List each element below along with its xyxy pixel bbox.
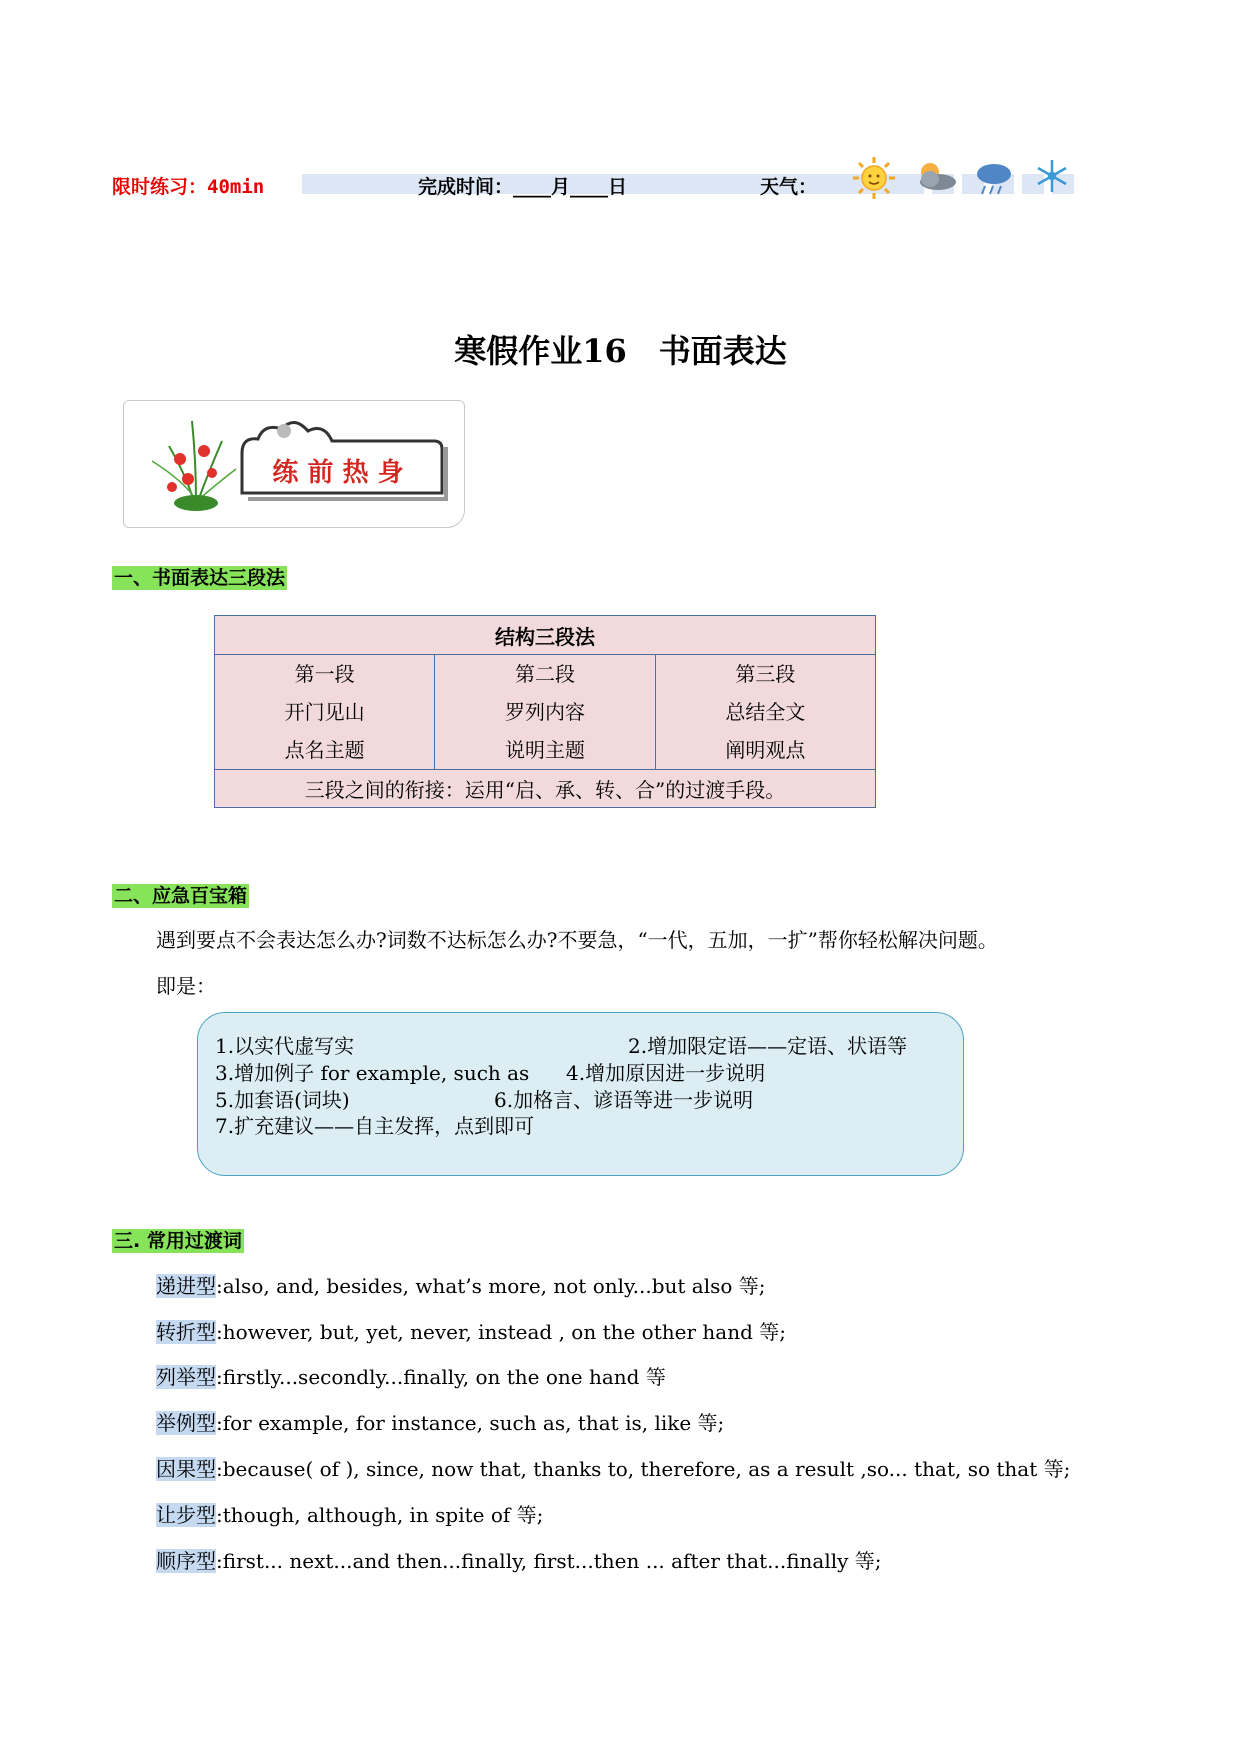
transition-words: :however, but, yet, never, instead , on the other hand 等; <box>216 1320 786 1344</box>
transition-words: :firstly...secondly...finally, on the one hand 等 <box>216 1365 666 1389</box>
time-limit: 限时练习：40min <box>112 176 265 198</box>
transition-words: :first... next...and then...finally, first...then ... after that...finally 等; <box>216 1549 882 1573</box>
document-title: 寒假作业16 书面表达 <box>454 332 787 370</box>
rain-icon <box>977 164 1011 194</box>
warmup-label: 练 前 热 身 <box>272 458 404 488</box>
transition-type: 因果型 <box>156 1457 216 1481</box>
table-cell: 阐明观点 <box>725 738 806 762</box>
partly-cloudy-icon <box>920 163 956 190</box>
flower-plant-icon <box>152 421 236 511</box>
transition-type: 转折型 <box>156 1320 216 1344</box>
table-cell: 第一段 <box>294 662 355 686</box>
finish-time: 完成时间：____月____日 <box>418 176 628 198</box>
transition-row <box>156 1501 543 1529</box>
warmup-illustration <box>124 401 464 527</box>
transition-row <box>156 1455 1070 1483</box>
tips-box <box>197 1012 964 1176</box>
tip-item: 7.扩充建议——自主发挥，点到即可 <box>215 1114 535 1138</box>
warmup-banner <box>123 400 465 528</box>
snowflake-icon <box>1038 160 1066 192</box>
table-header: 结构三段法 <box>215 616 876 655</box>
table-cell: 开门见山 <box>284 700 365 724</box>
section3-heading: 三. 常用过渡词 <box>114 1230 242 1252</box>
transition-words: :because( of ), since, now that, thanks to, therefore, as a result ,so... that, so that 等; <box>216 1457 1071 1481</box>
sun-icon <box>853 157 895 199</box>
tip-item: 6.加格言、谚语等进一步说明 <box>494 1088 754 1112</box>
weather-label: 天气： <box>760 176 818 198</box>
table-footer: 三段之间的衔接：运用“启、承、转、合”的过渡手段。 <box>215 770 876 808</box>
transition-type: 递进型 <box>156 1274 216 1298</box>
transition-type: 举例型 <box>156 1411 216 1435</box>
transition-type: 列举型 <box>156 1365 216 1389</box>
section2-intro2: 即是： <box>156 974 216 998</box>
table-cell: 点名主题 <box>284 738 365 762</box>
transition-row <box>156 1272 766 1300</box>
table-column-2 <box>435 655 655 770</box>
table-cell: 第二段 <box>514 662 575 686</box>
section1-heading: 一、书面表达三段法 <box>114 567 286 589</box>
table-cell: 罗列内容 <box>504 700 585 724</box>
transition-words: :though, although, in spite of 等; <box>216 1503 544 1527</box>
transition-words: :for example, for instance, such as, that is, like 等; <box>216 1411 725 1435</box>
transition-words: :also, and, besides, what’s more, not only...but also 等; <box>216 1274 766 1298</box>
tip-item: 1.以实代虚写实 <box>215 1034 355 1058</box>
transition-type: 让步型 <box>156 1503 216 1527</box>
weather-icons <box>842 154 1082 202</box>
section2-intro: 遇到要点不会表达怎么办?词数不达标怎么办?不要急，“一代，五加，一扩”帮你轻松解决问题。 <box>156 928 998 952</box>
table-cell: 说明主题 <box>504 738 585 762</box>
tip-item: 2.增加限定语——定语、状语等 <box>628 1034 908 1058</box>
section2-heading: 二、应急百宝箱 <box>114 885 248 907</box>
structure-table <box>214 615 876 808</box>
transition-row <box>156 1547 882 1575</box>
table-cell: 总结全文 <box>725 700 806 724</box>
tip-item: 4.增加原因进一步说明 <box>566 1061 766 1085</box>
tip-item: 5.加套语(词块) <box>215 1088 350 1112</box>
table-cell: 第三段 <box>735 662 796 686</box>
header-bar <box>112 168 1080 196</box>
transition-type: 顺序型 <box>156 1549 216 1573</box>
transition-row <box>156 1363 666 1391</box>
table-column-1 <box>215 655 435 770</box>
tip-item: 3.增加例子 for example, such as <box>215 1061 530 1085</box>
table-column-3 <box>655 655 875 770</box>
transition-row <box>156 1318 786 1346</box>
transition-row <box>156 1409 724 1437</box>
